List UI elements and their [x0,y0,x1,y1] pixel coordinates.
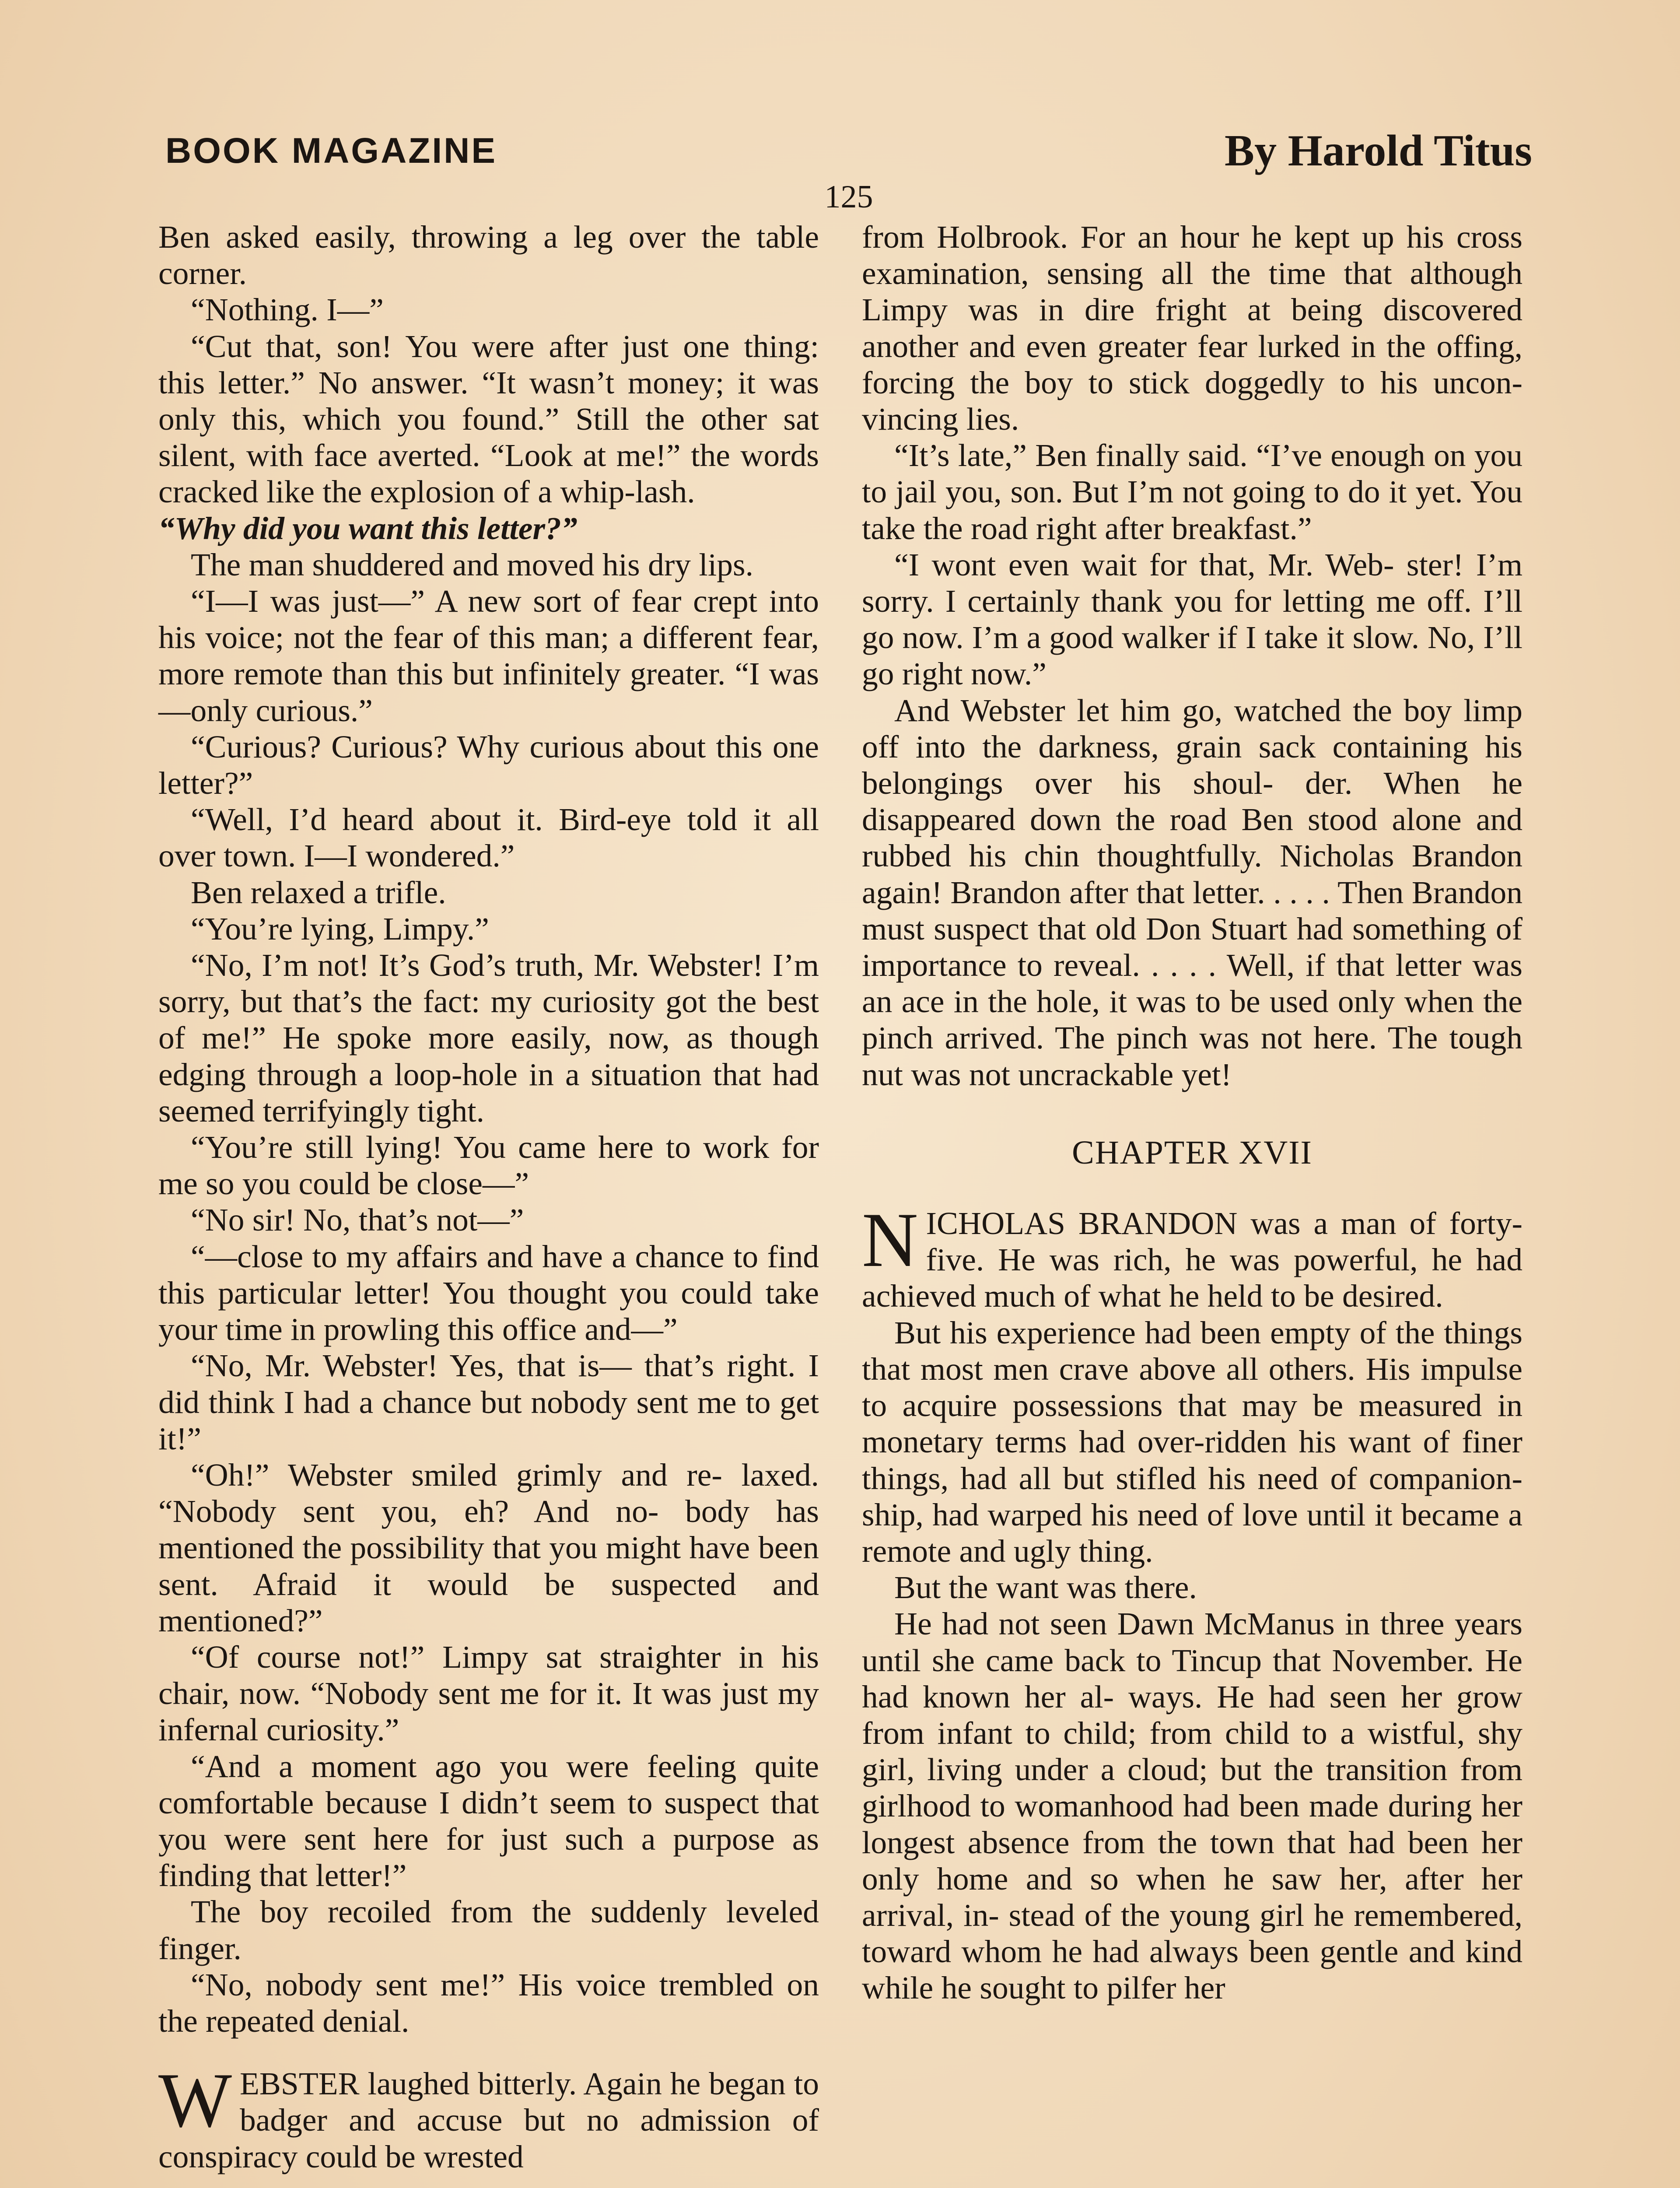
paragraph: “No, nobody sent me!” His voice trembled on the repeated denial. [158,1967,819,2039]
paragraph-text: ICHOLAS BRANDON was a man of forty-five. He was rich, he was powerful, he had achieved much of what he held to be desired. [862,1206,1522,1314]
page-number: 125 [824,179,873,215]
paragraph: “And a moment ago you were feeling quite comfortable because I didn’t seem to suspect that you were sent here for just such a purpose as finding that letter!” [158,1748,819,1893]
paragraph: “—close to my affairs and have a chance to find this particular letter! You thought you could take your time in prowling this office and—” [158,1238,819,1347]
paragraph: “No sir! No, that’s not—” [191,1202,524,1238]
paragraph: “Of course not!” Limpy sat straighter in his chair, now. “Nobody sent me for it. It was just my infernal curiosity.” [158,1639,819,1748]
paragraph: “You’re still lying! You came here to work for me so you could be close—” [158,1129,819,1202]
paragraph: Ben asked easily, throwing a leg over the table corner. [158,219,819,291]
dropcap-paragraph [158,2057,819,2175]
paragraph: But his experience had been empty of the things that most men crave above all others. His impulse to acquire possessions that may be measured in monetary terms had over-ridden his want of finer things, had all but stifled his need of companion- ship, had warped his need of love until it became a remote and ugly thing. [862,1315,1522,1569]
drop-cap-letter: W [158,2057,232,2144]
author-byline: By Harold Titus [1225,126,1532,175]
paragraph: And Webster let him go, watched the boy limp off into the darkness, grain sack containing his belongings over his shoul- der. When he disappeared down the road Ben stood alone and rubbed his chin thoughtfully. Nicholas Brandon again! Brandon after that letter. . . . . Then Brandon must suspect that old Don Stuart had something of importance to reveal. . . . . Well, if that letter was an ace in the hole, it was to be used only when the pinch arrived. The pinch was not here. The tough nut was not uncrackable yet! [862,692,1522,1092]
paragraph: “Nothing. I—” [191,292,384,328]
paragraph: “I—I was just—” A new sort of fear crept into his voice; not the fear of this man; a different fear, more remote than this but infinitely greater. “I was—only curious.” [158,583,819,728]
paragraph: “No, Mr. Webster! Yes, that is— that’s right. I did think I had a chance but nobody sent me to get it!” [158,1348,819,1456]
dropcap-paragraph [862,1196,1522,1315]
drop-cap-letter: N [862,1196,918,1283]
paragraph: “No, I’m not! It’s God’s truth, Mr. Webster! I’m sorry, but that’s the fact: my curiosity got the best of me!” He spoke more easily, now, as though edging through a loop-hole in a situation that had seemed terrifyingly tight. [158,947,819,1129]
paragraph: The boy recoiled from the suddenly leveled finger. [158,1894,819,1966]
paragraph: “I wont even wait for that, Mr. Web- ster! I’m sorry. I certainly thank you for letting me off. I’ll go now. I’m a good walker if I take it slow. No, I’ll go right now.” [862,547,1522,692]
left-text-column [158,219,819,2175]
paragraph: from Holbrook. For an hour he kept up his cross examination, sensing all the time that although Limpy was in dire fright at being discovered another and even greater fear lurked in the offing, forcing the boy to stick doggedly to his uncon- vincing lies. [862,219,1522,437]
paragraph: He had not seen Dawn McManus in three years until she came back to Tincup that November. He had known her al- ways. He had seen her grow from infant to child; from child to a wistful, shy girl, living under a cloud; but the transition from girlhood to womanhood had been made during her longest absence from the town that had been her only home and so when he saw her, after her arrival, in- stead of the young girl he remembered, toward whom he had always been gentle and kind while he sought to pilfer her [862,1606,1522,2006]
paragraph: But the want was there. [894,1570,1197,1606]
magazine-title: BOOK MAGAZINE [165,131,497,171]
paragraph: “It’s late,” Ben finally said. “I’ve enough on you to jail you, son. But I’m not going to do it yet. You take the road right after breakfast.” [862,438,1522,546]
paragraph: The man shuddered and moved his dry lips. [191,547,753,582]
paragraph: “Why did you want this letter?” [158,510,578,546]
paragraph: “Cut that, son! You were after just one thing: this letter.” No answer. “It wasn’t money; it was only this, which you found.” Still the other sat silent, with face averted. “Look at me!” the words cracked like the explosion of a whip-lash. [158,328,819,510]
paragraph: “You’re lying, Limpy.” [191,911,489,947]
right-text-column [862,219,1522,2006]
paragraph: Ben relaxed a trifle. [191,874,446,910]
paragraph: “Well, I’d heard about it. Bird-eye told it all over town. I—I wondered.” [158,802,819,874]
chapter-heading: CHAPTER XVII [1072,1134,1312,1171]
paragraph: “Curious? Curious? Why curious about this one letter?” [158,729,819,801]
paragraph: “Oh!” Webster smiled grimly and re- laxed. “Nobody sent you, eh? And no- body has mentioned the possibility that you might have been sent. Afraid it would be suspected and mentioned?” [158,1457,819,1638]
paragraph-text: EBSTER laughed bitterly. Again he began to badger and accuse but no admission of conspiracy could be wrested [158,2066,819,2174]
